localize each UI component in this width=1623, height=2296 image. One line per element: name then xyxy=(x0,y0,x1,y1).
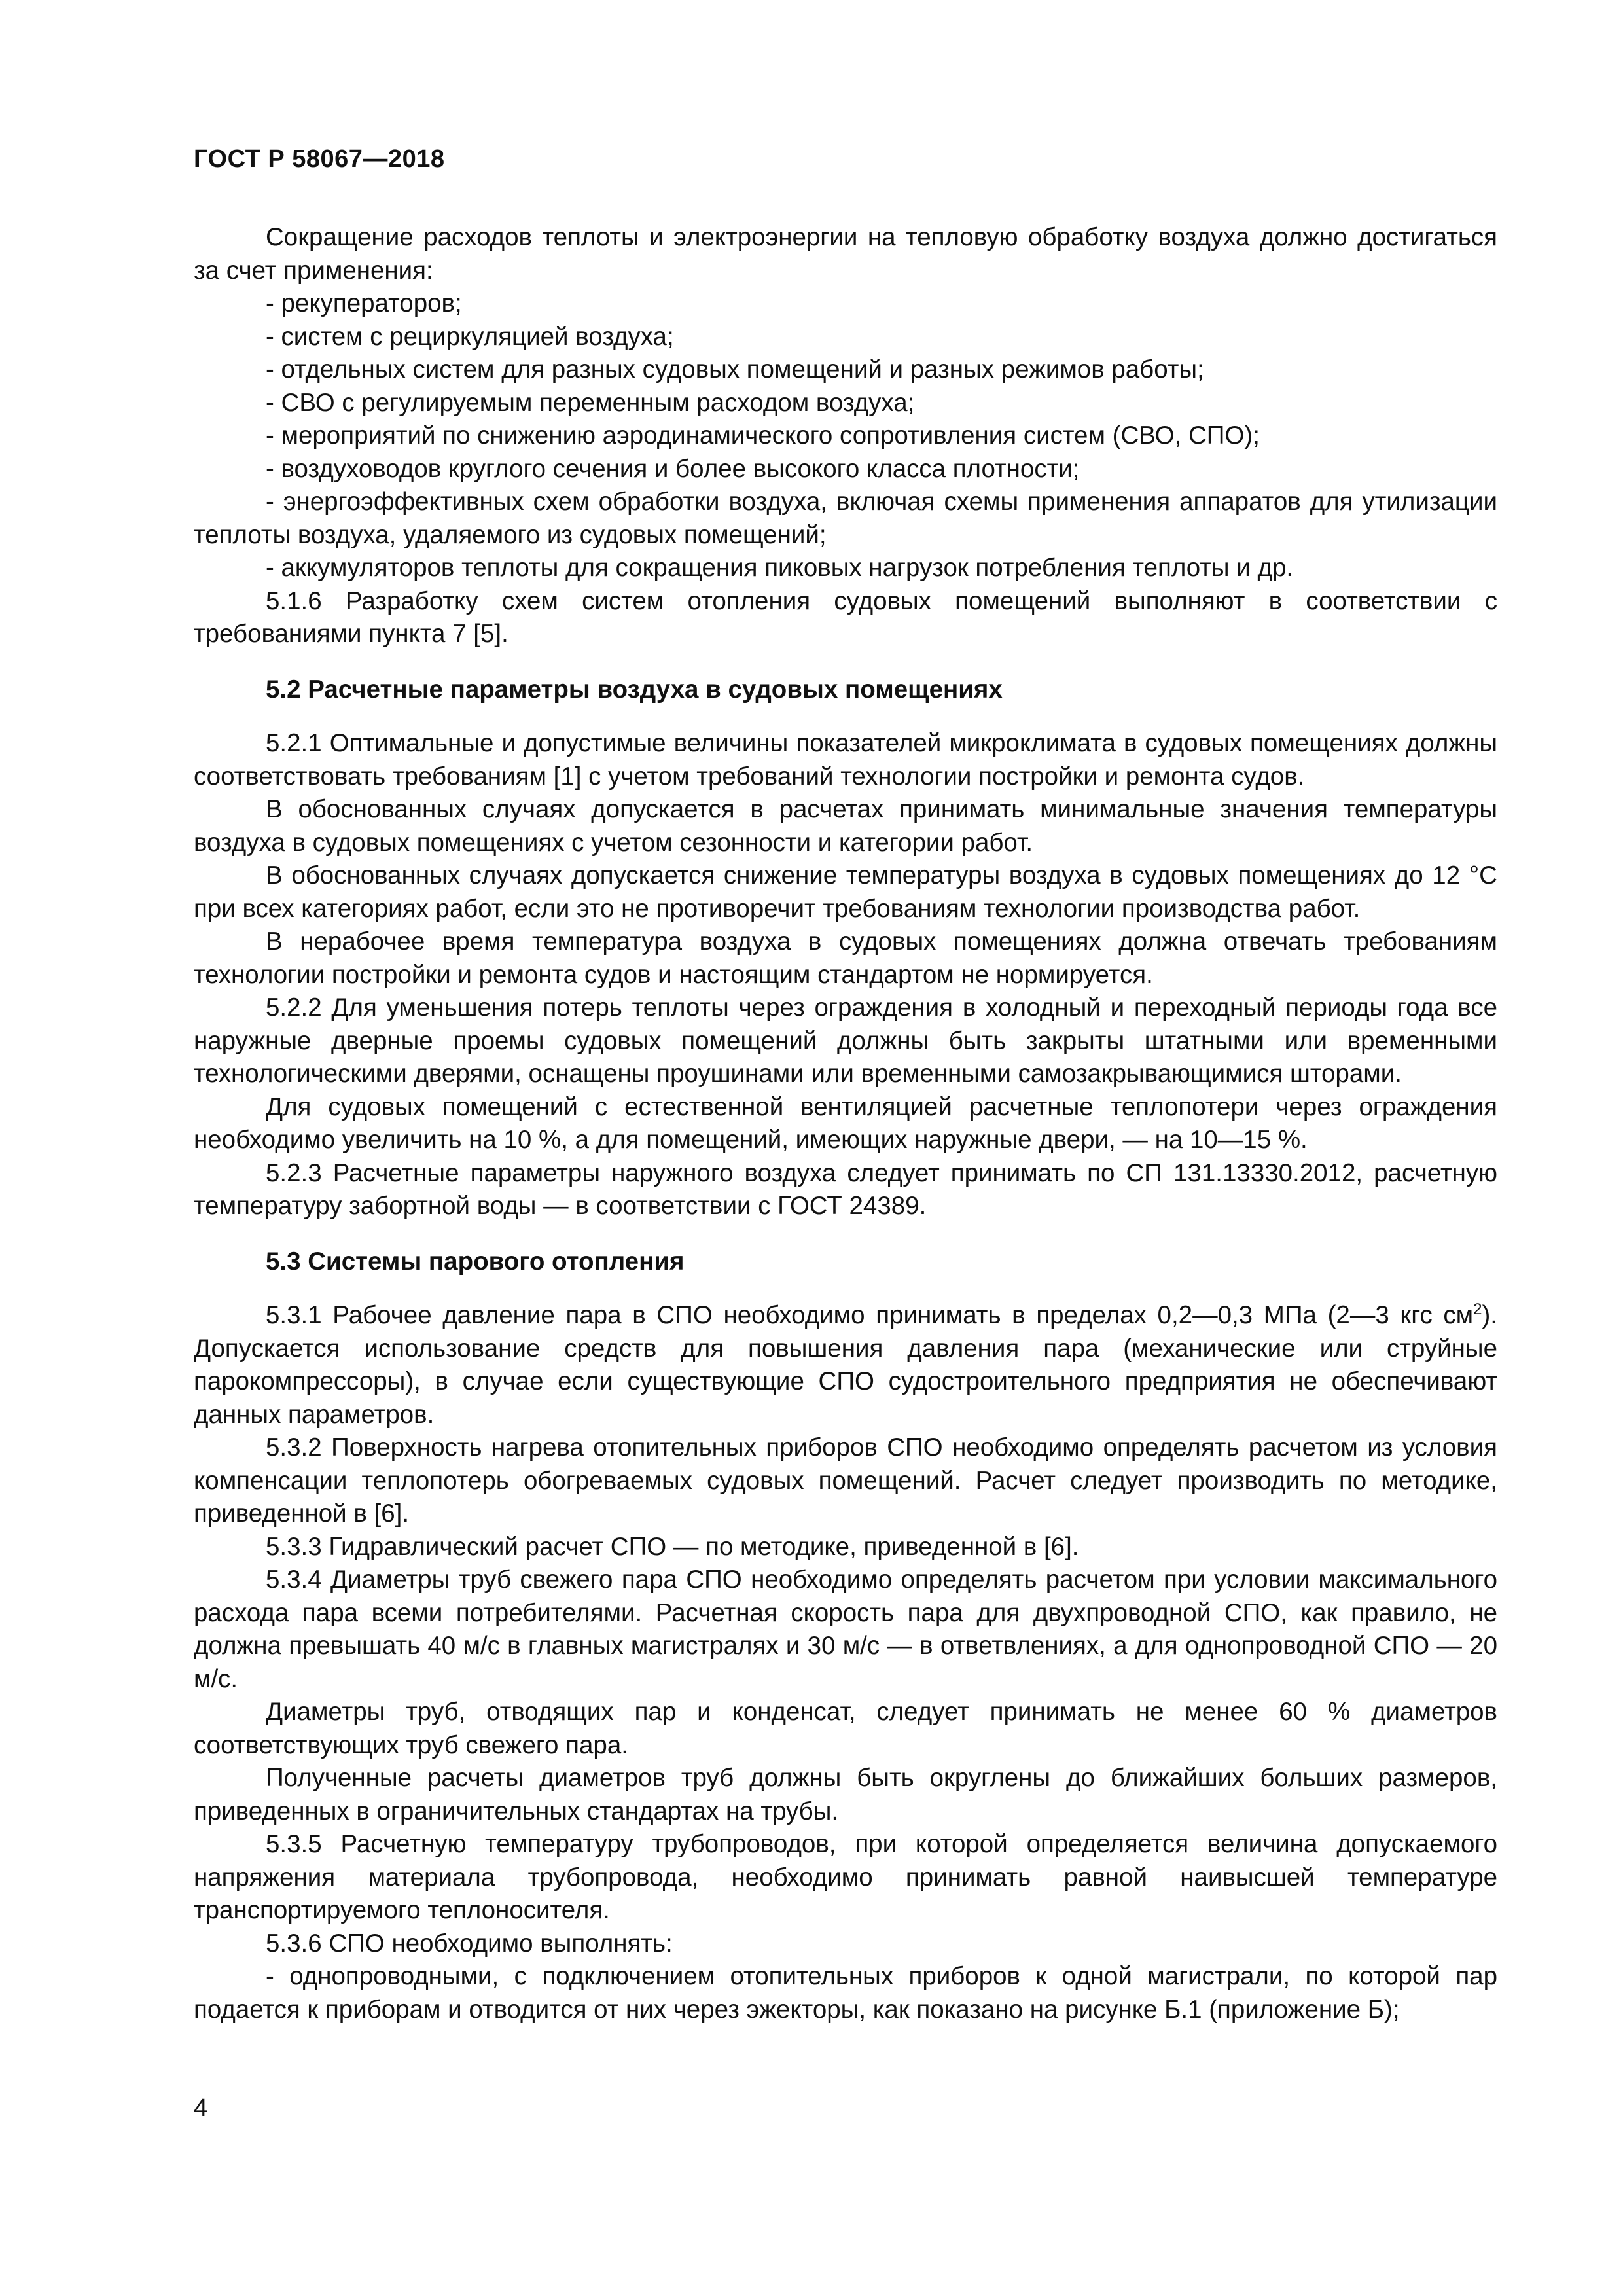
list-item: - энергоэффективных схем обработки воздуха, включая схемы применения аппаратов для утилизации теплоты воздуха, удаляемого из судовых помещений; xyxy=(194,488,1497,549)
paragraph: 5.2.1 Оптимальные и допустимые величины показателей микроклимата в судовых помещениях должны соответствовать требованиям [1] с учетом требований технологии постройки и ремонта судов. xyxy=(194,729,1497,791)
section-heading-5-3: 5.3 Системы парового отопления xyxy=(266,1247,685,1276)
document-body xyxy=(194,221,1497,2026)
paragraph: Диаметры труб, отводящих пар и конденсат, следует принимать не менее 60 % диаметров соответствующих труб свежего пара. xyxy=(194,1698,1497,1759)
paragraph-5-3-1-part-a: 5.3.1 Рабочее давление пара в СПО необходимо принимать в пределах 0,2—0,3 МПа (2—3 кгс см xyxy=(266,1301,1474,1329)
paragraph: Полученные расчеты диаметров труб должны быть округлены до ближайших больших размеров, приведенных в ограничительных стандартах на трубы. xyxy=(194,1764,1497,1825)
paragraph: В обоснованных случаях допускается снижение температуры воздуха в судовых помещениях до 12 °С при всех категориях работ, если это не противоречит требованиям технологии производства работ. xyxy=(194,861,1497,923)
list-item: - аккумуляторов теплоты для сокращения пиковых нагрузок потребления теплоты и др. xyxy=(266,554,1294,582)
paragraph: Для судовых помещений с естественной вентиляцией расчетные теплопотери через ограждения необходимо увеличить на 10 %, а для помещений, имеющих наружные двери, — на 10—15 %. xyxy=(194,1092,1497,1154)
list-item: - систем с рециркуляцией воздуха; xyxy=(266,322,674,351)
paragraph: 5.3.6 СПО необходимо выполнять: xyxy=(266,1929,673,1958)
superscript: 2 xyxy=(1473,1300,1482,1318)
paragraph-intro: Сокращение расходов теплоты и электроэнергии на тепловую обработку воздуха должно достигаться за счет применения: xyxy=(194,223,1497,285)
paragraph: В обоснованных случаях допускается в расчетах принимать минимальные значения температуры воздуха в судовых помещениях с учетом сезонности и категории работ. xyxy=(194,795,1497,857)
paragraph: 5.3.4 Диаметры труб свежего пара СПО необходимо определять расчетом при условии максимального расхода пара всеми потребителями. Расчетная скорость пара для двухпроводной СПО, как правило, не должна превышать 40 м/с в главных магистралях и 30 м/с — в ответвлениях, а для однопроводной СПО — 20 м/с. xyxy=(194,1566,1497,1693)
paragraph: 5.2.2 Для уменьшения потерь теплоты через ограждения в холодный и переходный периоды года все наружные дверные проемы судовых помещений должны быть закрыты штатными или временными технологическими дверями, оснащены проушинами или временными самозакрывающимися шторами. xyxy=(194,994,1497,1088)
list-item: - отдельных систем для разных судовых помещений и разных режимов работы; xyxy=(266,355,1204,384)
list-item: - рекуператоров; xyxy=(266,289,462,317)
list-item: - воздуховодов круглого сечения и более высокого класса плотности; xyxy=(266,454,1080,483)
paragraph-5-3-1-part-b: ). Допускается использование средств для повышения давления пара (механические или струйные парокомпрессоры), в случае если существующие СПО судостроительного предприятия не обеспечивают данных параметров. xyxy=(194,1301,1497,1429)
paragraph: В нерабочее время температура воздуха в судовых помещениях должна отвечать требованиям технологии постройки и ремонта судов и настоящим стандартом не нормируется. xyxy=(194,927,1497,989)
document-header: ГОСТ Р 58067—2018 xyxy=(194,145,445,173)
paragraph: 5.2.3 Расчетные параметры наружного воздуха следует принимать по СП 131.13330.2012, расчетную температуру забортной воды — в соответствии с ГОСТ 24389. xyxy=(194,1158,1497,1220)
paragraph: 5.3.2 Поверхность нагрева отопительных приборов СПО необходимо определять расчетом из условия компенсации теплопотерь обогреваемых судовых помещений. Расчет следует производить по методике, приведенной в [6]. xyxy=(194,1433,1497,1528)
paragraph: 5.3.5 Расчетную температуру трубопроводов, при которой определяется величина допускаемого напряжения материала трубопровода, необходимо принимать равной наивысшей температуре транспортируемого теплоносителя. xyxy=(194,1830,1497,1924)
list-item: - СВО с регулируемым переменным расходом воздуха; xyxy=(266,388,915,417)
page-number: 4 xyxy=(194,2094,208,2122)
paragraph: 5.3.3 Гидравлический расчет СПО — по методике, приведенной в [6]. xyxy=(266,1532,1079,1561)
list-item: - однопроводными, с подключением отопительных приборов к одной магистрали, по которой пар подается к приборам и отводится от них через эжекторы, как показано на рисунке Б.1 (приложение Б); xyxy=(194,1962,1497,2024)
list-item: - мероприятий по снижению аэродинамического сопротивления систем (СВО, СПО); xyxy=(266,422,1260,450)
paragraph-5-1-6: 5.1.6 Разработку схем систем отопления судовых помещений выполняют в соответствии с требованиями пункта 7 [5]. xyxy=(194,586,1497,648)
section-heading-5-2: 5.2 Расчетные параметры воздуха в судовых помещениях xyxy=(266,675,1003,704)
paragraph-5-3-1 xyxy=(194,1299,1497,1431)
